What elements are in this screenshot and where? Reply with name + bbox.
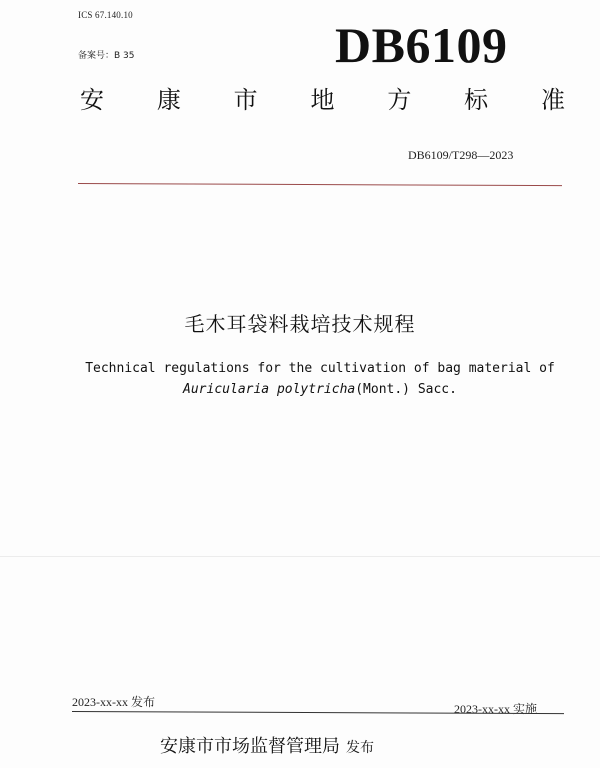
species-name: Auricularia polytricha	[183, 382, 356, 397]
standard-type-char: 市	[233, 86, 258, 114]
implementation-date: 2023-xx-xx 实施	[454, 702, 537, 716]
species-author: (Mont.) Sacc.	[355, 382, 457, 397]
title-english-line2	[40, 379, 600, 400]
standard-type-char: 方	[387, 86, 412, 114]
standard-type-char: 康	[156, 86, 181, 114]
title-english	[40, 358, 600, 400]
standard-type-char: 准	[540, 86, 565, 114]
ics-code: ICS 67.140.10	[78, 10, 133, 20]
standard-type-char: 标	[464, 86, 489, 114]
standard-number: DB6109/T298—2023	[408, 148, 514, 162]
release-date: 2023-xx-xx 发布	[72, 695, 155, 709]
title-chinese: 毛木耳袋料栽培技术规程	[184, 312, 416, 336]
standard-code: DB6109	[335, 17, 508, 73]
standard-type-char: 地	[310, 86, 335, 114]
issuing-authority	[160, 732, 374, 758]
filing-number: 备案号：B 35	[78, 51, 135, 61]
scan-fold-line	[0, 556, 600, 557]
issue-word: 发布	[346, 740, 374, 756]
authority-name: 安康市市场监督管理局	[160, 736, 340, 757]
header-divider	[78, 183, 562, 186]
standard-type	[80, 88, 565, 112]
title-english-line1: Technical regulations for the cultivation of bag material of	[85, 361, 555, 376]
standard-type-char: 安	[80, 86, 104, 114]
